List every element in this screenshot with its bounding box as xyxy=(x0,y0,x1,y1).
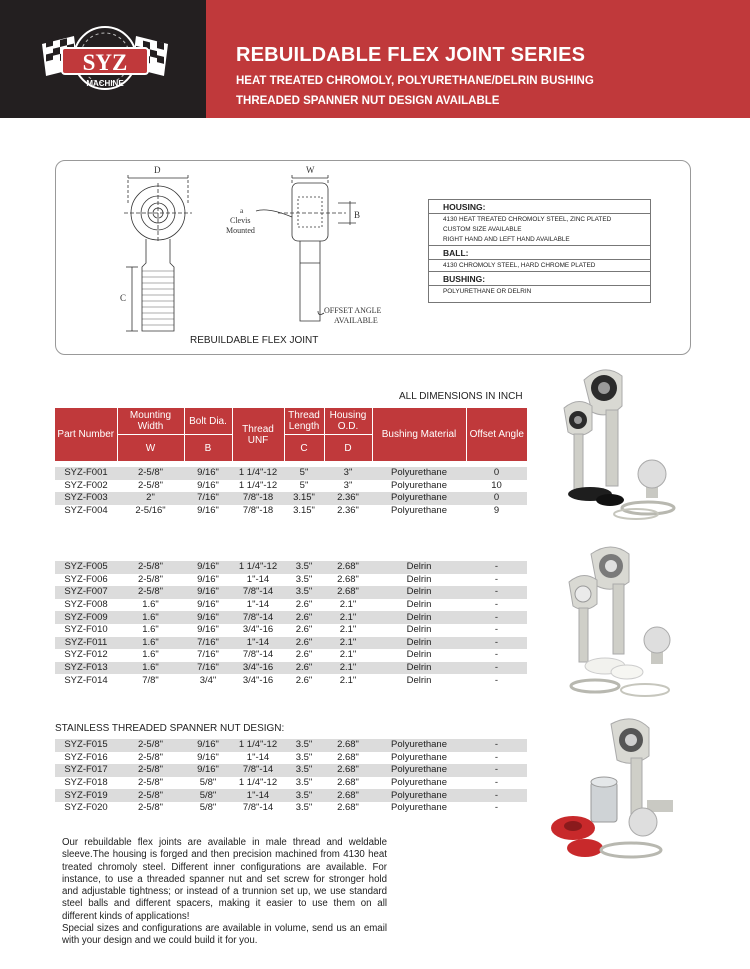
table-cell: 7/16" xyxy=(197,649,219,661)
table-cell: 2.1" xyxy=(324,611,372,624)
table-cell: Polyurethane xyxy=(391,751,447,763)
ball-title: BALL: xyxy=(429,245,650,260)
ball-icon xyxy=(644,627,670,664)
table-cell: SYZ-F015 xyxy=(55,739,117,752)
table-cell: 9/16" xyxy=(197,505,219,517)
table-cell: 1"-14 xyxy=(232,789,284,802)
table-cell: 2.6" xyxy=(284,637,324,650)
table-cell: 1"-14 xyxy=(246,573,270,585)
table-cell: Delrin xyxy=(372,561,466,574)
table-cell: 3" xyxy=(343,479,353,491)
table-row xyxy=(55,674,527,687)
table-row xyxy=(55,802,527,815)
table-cell: - xyxy=(466,789,527,802)
table-cell: 2-5/8" xyxy=(117,467,184,480)
housing-line: CUSTOM SIZE AVAILABLE xyxy=(443,226,522,233)
table-cell: SYZ-F020 xyxy=(64,802,108,814)
table-cell: 2-5/8" xyxy=(137,777,164,789)
table-cell: 1"-14 xyxy=(246,599,270,611)
table-cell: SYZ-F006 xyxy=(64,573,108,585)
table-cell: 7/16" xyxy=(184,637,232,650)
table-cell: - xyxy=(494,674,499,686)
table-cell: - xyxy=(466,764,527,777)
table-cell: SYZ-F019 xyxy=(55,789,117,802)
table-cell: 9/16" xyxy=(197,751,219,763)
table-cell: 2-5/8" xyxy=(137,479,164,491)
table-cell: SYZ-F011 xyxy=(55,637,117,650)
table-cell: 7/8"-14 xyxy=(232,764,284,777)
table-row xyxy=(55,611,527,624)
svg-text:a: a xyxy=(240,206,244,215)
table-cell: 3.15" xyxy=(293,505,315,517)
table-cell: 3.5" xyxy=(295,777,313,789)
table-cell: 0 xyxy=(466,492,527,505)
table-row xyxy=(55,467,527,480)
bushing-line: POLYURETHANE OR DELRIN xyxy=(443,288,532,295)
table-cell: Polyurethane xyxy=(372,739,466,752)
table-cell: Delrin xyxy=(406,624,432,636)
table-cell: Delrin xyxy=(372,637,466,650)
table-cell: 2.6" xyxy=(295,674,313,686)
col-hod-sym: D xyxy=(324,435,372,462)
housing-line: RIGHT HAND AND LEFT HAND AVAILABLE xyxy=(443,236,570,243)
col-bolt-sym: B xyxy=(184,435,232,462)
col-mount-sym: W xyxy=(117,435,184,462)
table-row xyxy=(55,624,527,637)
table-cell: 9/16" xyxy=(184,739,232,752)
table-row xyxy=(55,649,527,662)
table-row xyxy=(55,586,527,599)
table-cell: SYZ-F002 xyxy=(64,479,108,491)
dimensions-note: ALL DIMENSIONS IN INCH xyxy=(399,391,523,402)
table-cell: 2-5/8" xyxy=(117,789,184,802)
table-cell: 2.68" xyxy=(337,802,359,814)
table-cell: 3" xyxy=(324,467,372,480)
table-cell: 2.68" xyxy=(324,561,372,574)
table-cell: 2-5/8" xyxy=(117,739,184,752)
table-cell: 9/16" xyxy=(184,586,232,599)
col-tlen-sym: C xyxy=(284,435,324,462)
table-cell: 3.5" xyxy=(295,751,313,763)
subtitle-materials: HEAT TREATED CHROMOLY, POLYURETHANE/DELRIN BUSHING xyxy=(236,75,594,87)
table-cell: SYZ-F009 xyxy=(55,611,117,624)
product-photo-stainless xyxy=(545,716,693,864)
table-cell: 9/16" xyxy=(184,561,232,574)
product-photo-delrin xyxy=(553,544,683,702)
table-row xyxy=(55,739,527,752)
table-cell: 3.5" xyxy=(284,789,324,802)
table-cell: 0 xyxy=(466,467,527,480)
table-cell: Polyurethane xyxy=(372,492,466,505)
syz-logo xyxy=(40,22,170,100)
table-cell: 3.15" xyxy=(284,492,324,505)
table-row xyxy=(55,777,527,790)
ball-line: 4130 CHROMOLY STEEL, HARD CHROME PLATED xyxy=(443,262,596,269)
table-cell: Polyurethane xyxy=(391,777,447,789)
spec-box xyxy=(428,199,651,303)
table-cell: 2.68" xyxy=(324,789,372,802)
table-cell: - xyxy=(494,751,499,763)
table-cell: - xyxy=(494,573,499,585)
svg-text:W: W xyxy=(306,165,315,175)
svg-text:D: D xyxy=(154,165,161,175)
housing-line: 4130 HEAT TREATED CHROMOLY STEEL, ZINC PLATED xyxy=(443,216,612,223)
table-delrin xyxy=(55,561,527,687)
table-cell: SYZ-F014 xyxy=(64,674,108,686)
description-custom: Special sizes and configurations are available in volume, send us an email with your design and we could build it for you. xyxy=(62,923,387,947)
col-bolt: Bolt Dia. xyxy=(184,408,232,435)
table-cell: Polyurethane xyxy=(391,479,447,491)
col-mount: Mounting Width xyxy=(117,408,184,435)
table-cell: 1.6" xyxy=(142,599,159,611)
table-cell: 1 1/4"-12 xyxy=(238,777,278,789)
table-cell: 1.6" xyxy=(142,624,159,636)
table-cell: SYZ-F016 xyxy=(64,751,108,763)
table-cell: 2.1" xyxy=(339,649,357,661)
table-cell: 7/8"-14 xyxy=(242,649,274,661)
table-cell: 3.5" xyxy=(284,586,324,599)
table-row xyxy=(55,599,527,612)
svg-text:OFFSET ANGLE: OFFSET ANGLE xyxy=(324,306,382,315)
table-row xyxy=(55,574,527,587)
rod-end-small-icon xyxy=(564,401,592,490)
description xyxy=(62,837,387,948)
svg-text:B: B xyxy=(354,210,361,220)
svg-text:AVAILABLE: AVAILABLE xyxy=(334,316,378,325)
table-cell: 3/4"-16 xyxy=(242,674,274,686)
table-cell: 3.5" xyxy=(295,802,313,814)
table-header xyxy=(55,408,527,461)
svg-text:MACHINE: MACHINE xyxy=(86,79,124,88)
col-hod: Housing O.D. xyxy=(324,408,372,435)
svg-text:Mounted: Mounted xyxy=(226,226,255,235)
table-cell: 3/4" xyxy=(199,674,217,686)
table-cell: 2-5/8" xyxy=(117,561,184,574)
table-cell: 1.6" xyxy=(117,662,184,675)
rod-end-small-icon xyxy=(569,575,597,662)
table-cell: Delrin xyxy=(372,611,466,624)
table-cell: SYZ-F005 xyxy=(55,561,117,574)
col-offset: Offset Angle xyxy=(466,408,527,461)
table-cell: Polyurethane xyxy=(372,789,466,802)
table-row xyxy=(55,492,527,505)
table-cell: - xyxy=(466,662,527,675)
table-cell: Polyurethane xyxy=(372,764,466,777)
table-cell: - xyxy=(466,561,527,574)
table-cell: 9/16" xyxy=(197,624,219,636)
table-cell: 7/8"-14 xyxy=(232,611,284,624)
table-row xyxy=(55,662,527,675)
table-cell: 2.1" xyxy=(339,674,357,686)
table-cell: 7/8" xyxy=(142,674,159,686)
table-cell: 2.68" xyxy=(324,586,372,599)
table-cell: 1"-14 xyxy=(246,751,270,763)
table-cell: 9/16" xyxy=(184,764,232,777)
table-cell: 5/8" xyxy=(199,802,217,814)
table-cell: 2.68" xyxy=(324,739,372,752)
table-cell: 1 1/4"-12 xyxy=(232,739,284,752)
table-cell: 3.5" xyxy=(284,764,324,777)
table-cell: 1 1/4"-12 xyxy=(232,467,284,480)
table-row xyxy=(55,637,527,650)
table-cell: 1"-14 xyxy=(232,637,284,650)
table-cell: Delrin xyxy=(406,573,432,585)
table-cell: - xyxy=(494,649,499,661)
table-cell: 2.6" xyxy=(284,662,324,675)
table-cell: 2.36" xyxy=(324,492,372,505)
table-cell: 9/16" xyxy=(197,479,219,491)
table-cell: 2.1" xyxy=(339,599,357,611)
table-cell: 5/8" xyxy=(184,789,232,802)
table-cell: 9/16" xyxy=(184,467,232,480)
table-cell: 2-5/8" xyxy=(137,573,164,585)
table-cell: 1 1/4"-12 xyxy=(238,479,278,491)
table-cell: SYZ-F001 xyxy=(55,467,117,480)
table-cell: - xyxy=(466,586,527,599)
table-cell: 2-5/8" xyxy=(117,764,184,777)
table-cell: SYZ-F018 xyxy=(64,777,108,789)
table-cell: Polyurethane xyxy=(391,505,447,517)
table-cell: Delrin xyxy=(406,649,432,661)
table-cell: 1.6" xyxy=(117,637,184,650)
table-cell: 7/8"-18 xyxy=(232,492,284,505)
table-cell: 2.1" xyxy=(339,624,357,636)
table-cell: 9/16" xyxy=(197,599,219,611)
table-cell: 9/16" xyxy=(184,611,232,624)
table-cell: SYZ-F003 xyxy=(55,492,117,505)
col-thread: Thread UNF xyxy=(232,408,284,461)
table-cell: 3.5" xyxy=(284,739,324,752)
table-cell: SYZ-F013 xyxy=(55,662,117,675)
table-cell: Polyurethane xyxy=(391,802,447,814)
table-cell: - xyxy=(466,611,527,624)
table-cell: 2.1" xyxy=(324,662,372,675)
svg-text:SYZ: SYZ xyxy=(82,50,128,75)
table-cell: 2" xyxy=(117,492,184,505)
table-row xyxy=(55,480,527,493)
svg-text:Clevis: Clevis xyxy=(230,216,251,225)
table-cell: 1.6" xyxy=(142,649,159,661)
table-cell: 7/8"-14 xyxy=(232,586,284,599)
table-cell: 3.5" xyxy=(284,561,324,574)
table-stainless xyxy=(55,739,527,815)
table-cell: 9 xyxy=(493,505,500,517)
table-row xyxy=(55,752,527,765)
spanner-nut-icon xyxy=(591,777,617,822)
table-cell: SYZ-F007 xyxy=(55,586,117,599)
subtitle-design: THREADED SPANNER NUT DESIGN AVAILABLE xyxy=(236,95,500,107)
table-cell: 5/8" xyxy=(199,777,217,789)
table-row xyxy=(55,764,527,777)
table-cell: 2.68" xyxy=(337,777,359,789)
table-cell: 2.6" xyxy=(284,611,324,624)
table-cell: 9/16" xyxy=(197,573,219,585)
table-cell: 7/8"-14 xyxy=(242,802,274,814)
table-cell: 2-5/8" xyxy=(117,586,184,599)
table-cell: 3/4"-16 xyxy=(242,624,274,636)
table-cell: 7/16" xyxy=(184,492,232,505)
col-bush: Bushing Material xyxy=(372,408,466,461)
table-cell: SYZ-F012 xyxy=(64,649,108,661)
housing-title: HOUSING: xyxy=(429,200,650,214)
table-cell: 5" xyxy=(299,479,309,491)
table-cell: 3/4"-16 xyxy=(232,662,284,675)
table-cell: 3.5" xyxy=(295,573,313,585)
diagram-caption: REBUILDABLE FLEX JOINT xyxy=(190,335,319,346)
table-cell: 2-5/16" xyxy=(135,505,166,517)
ball-icon xyxy=(638,460,666,498)
page-title: REBUILDABLE FLEX JOINT SERIES xyxy=(236,44,586,66)
table-cell: 5" xyxy=(284,467,324,480)
table-cell: 1 1/4"-12 xyxy=(232,561,284,574)
table-row xyxy=(55,505,527,518)
table-cell: 7/8"-18 xyxy=(242,505,274,517)
table-cell: 7/16" xyxy=(184,662,232,675)
table-cell: 2.1" xyxy=(324,637,372,650)
table-cell: SYZ-F008 xyxy=(64,599,108,611)
product-photo-polyurethane xyxy=(548,362,680,520)
table-cell: 2.6" xyxy=(295,649,313,661)
table-cell: 2.6" xyxy=(295,599,313,611)
col-part: Part Number xyxy=(55,408,117,461)
table-cell: - xyxy=(494,624,499,636)
table-cell: Delrin xyxy=(372,662,466,675)
stainless-title: STAINLESS THREADED SPANNER NUT DESIGN: xyxy=(55,723,285,734)
col-tlen: Thread Length xyxy=(284,408,324,435)
table-cell: Polyurethane xyxy=(372,467,466,480)
bushing-title: BUSHING: xyxy=(429,271,650,286)
table-polyurethane xyxy=(55,467,527,517)
table-cell: 10 xyxy=(491,479,502,491)
table-cell: 2.68" xyxy=(337,573,359,585)
table-cell: - xyxy=(494,599,499,611)
table-cell: - xyxy=(494,777,499,789)
table-cell: - xyxy=(494,802,499,814)
table-cell: 2-5/8" xyxy=(137,802,164,814)
table-cell: 1.6" xyxy=(117,611,184,624)
table-cell: 2.68" xyxy=(324,764,372,777)
table-cell: SYZ-F004 xyxy=(64,505,108,517)
table-cell: Delrin xyxy=(372,586,466,599)
table-cell: 2.6" xyxy=(295,624,313,636)
table-cell: SYZ-F017 xyxy=(55,764,117,777)
table-cell: Delrin xyxy=(406,599,432,611)
table-cell: - xyxy=(466,637,527,650)
table-row xyxy=(55,789,527,802)
table-cell: SYZ-F010 xyxy=(64,624,108,636)
table-cell: 2.68" xyxy=(337,751,359,763)
table-cell: Delrin xyxy=(406,674,432,686)
description-main: Our rebuildable flex joints are available in male thread and weldable sleeve.The housing is forged and then precision machined from 4130 heat treated chromoly steel. Different inner configurations are available. For instance, to use a threaded spanner nut and set screw for stronger hold and adjustable tightness; or instead of a trunnion set up, we use standard steel balls and different spacers, making it easier to use them on all different kinds of applications! xyxy=(62,837,387,922)
svg-text:C: C xyxy=(120,293,127,303)
table-cell: - xyxy=(466,739,527,752)
table-cell: 2-5/8" xyxy=(137,751,164,763)
table-cell: 2.36" xyxy=(337,505,359,517)
table-row xyxy=(55,561,527,574)
